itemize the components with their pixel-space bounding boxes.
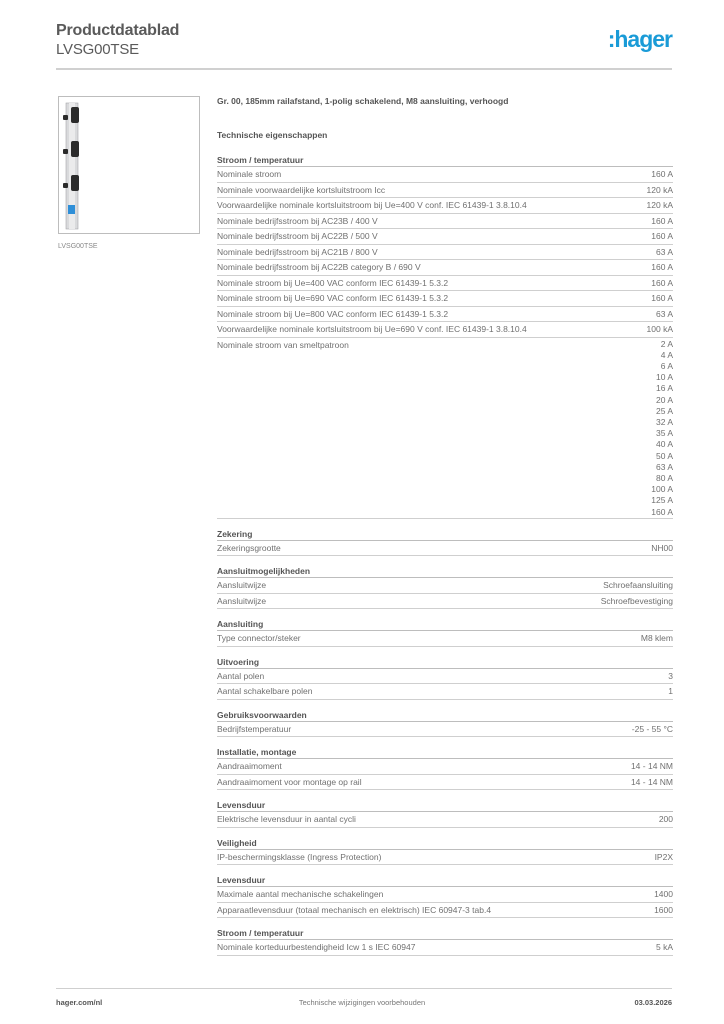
spec-row: [217, 167, 673, 183]
specifications-panel: [217, 96, 673, 965]
spec-value: 1400: [654, 889, 673, 900]
spec-label: Bedrijfstemperatuur: [217, 723, 292, 734]
spec-value: 14 - 14 NM: [630, 776, 673, 787]
section-title: Stroom / temperatuur: [217, 927, 673, 940]
hager-logo: :hager: [607, 26, 672, 52]
spec-row: [217, 276, 673, 292]
spec-value: 3: [668, 670, 673, 681]
product-code: LVSG00TSE: [56, 41, 139, 58]
spec-value: 1: [668, 686, 673, 697]
spec-label: IP-beschermingsklasse (Ingress Protection): [217, 851, 382, 862]
spec-section: [217, 528, 673, 557]
spec-row: [217, 759, 673, 775]
spec-label: Nominale stroom bij Ue=690 VAC conform IEC 61439-1 5.3.2: [217, 293, 449, 303]
fuse-rating-value: 16 A: [655, 383, 673, 394]
product-image-caption: LVSG00TSE: [58, 243, 98, 250]
spec-row: [217, 245, 673, 261]
spec-section: [217, 874, 673, 918]
spec-label: Nominale bedrijfsstroom bij AC23B / 400 V: [217, 215, 378, 226]
spec-value: M8 klem: [640, 633, 673, 644]
spec-section: [217, 618, 673, 647]
fuse-rating-value: 80 A: [655, 472, 673, 483]
spec-label: Nominale stroom van smeltpatroon: [217, 339, 349, 350]
spec-label: Voorwaardelijke nominale kortsluitstroom bij Ue=690 V conf. IEC 61439-1 3.8.10.4: [217, 324, 527, 334]
spec-value: 200: [658, 814, 673, 825]
spec-value: 160 A: [651, 215, 673, 226]
section-title: Levensduur: [217, 799, 673, 812]
spec-label: Type connector/steker: [217, 633, 301, 644]
section-title: Installatie, montage: [217, 746, 673, 759]
spec-value: IP2X: [654, 851, 673, 862]
spec-value: Schroefaansluiting: [603, 580, 673, 591]
header-divider: [56, 68, 672, 70]
spec-row: [217, 903, 673, 919]
spec-label: Nominale bedrijfsstroom bij AC21B / 800 V: [217, 246, 378, 257]
fuse-rating-value: 4 A: [660, 349, 673, 360]
footer-divider: [56, 988, 672, 989]
fuse-rating-value: 6 A: [660, 360, 673, 371]
fuse-rating-value: 50 A: [655, 450, 673, 461]
spec-value: 5 kA: [655, 942, 673, 953]
spec-label: Aansluitwijze: [217, 595, 267, 606]
spec-label: Zekeringsgrootte: [217, 542, 281, 553]
technical-properties-heading: Technische eigenschappen: [217, 130, 328, 140]
spec-value: 100 kA: [646, 324, 673, 334]
spec-label: Nominale stroom bij Ue=400 VAC conform IEC 61439-1 5.3.2: [217, 277, 449, 288]
spec-row: [217, 229, 673, 245]
spec-row: [217, 183, 673, 199]
product-image-frame: [58, 96, 200, 234]
spec-row: [217, 887, 673, 903]
spec-row: [217, 631, 673, 647]
spec-value: NH00: [651, 542, 673, 553]
footer-disclaimer: Technische wijzigingen voorbehouden: [298, 998, 426, 1007]
fuse-rating-value: 35 A: [655, 428, 673, 439]
spec-label: Nominale stroom bij Ue=800 VAC conform IEC 61439-1 5.3.2: [217, 308, 449, 319]
spec-sections: [217, 154, 673, 956]
spec-label: Aantal schakelbare polen: [217, 686, 313, 697]
spec-section: [217, 656, 673, 700]
section-title: Levensduur: [217, 874, 673, 887]
spec-section: [217, 746, 673, 790]
fuse-rating-value: 10 A: [655, 372, 673, 383]
spec-value: 1600: [654, 904, 673, 915]
fuse-rating-value: 125 A: [651, 495, 673, 506]
spec-row: [217, 541, 673, 557]
section-title: Zekering: [217, 528, 673, 541]
spec-row: [217, 722, 673, 738]
product-short-description: Gr. 00, 185mm railafstand, 1-polig schakelend, M8 aansluiting, verhoogd: [217, 96, 509, 106]
spec-row: [217, 850, 673, 866]
spec-label: Maximale aantal mechanische schakelingen: [217, 889, 384, 900]
spec-section: [217, 154, 673, 519]
spec-label: Aansluitwijze: [217, 580, 267, 591]
fuse-rating-value: 25 A: [655, 405, 673, 416]
spec-row: [217, 307, 673, 323]
section-title: Aansluiting: [217, 618, 673, 631]
fuse-rating-value: 20 A: [655, 394, 673, 405]
spec-row: [217, 669, 673, 685]
spec-label: Voorwaardelijke nominale kortsluitstroom bij Ue=400 V conf. IEC 61439-1 3.8.10.4: [217, 200, 527, 210]
spec-section: [217, 799, 673, 828]
spec-value: 160 A: [651, 262, 673, 272]
spec-label: Aantal polen: [217, 670, 265, 681]
fuse-rating-value: 40 A: [655, 439, 673, 450]
spec-value: 120 kA: [646, 184, 673, 195]
spec-value: 160 A: [651, 169, 673, 179]
fuse-rating-value: 100 A: [651, 484, 673, 495]
spec-section: [217, 565, 673, 609]
spec-label: Elektrische levensduur in aantal cycli: [217, 814, 356, 825]
footer-website-link[interactable]: hager.com/nl: [56, 998, 103, 1007]
spec-value: 14 - 14 NM: [630, 761, 673, 772]
spec-value: 63 A: [655, 246, 673, 257]
spec-label: Aandraaimoment: [217, 761, 282, 772]
spec-row: [217, 684, 673, 700]
spec-row: [217, 812, 673, 828]
fuse-rating-value: 160 A: [651, 506, 673, 517]
spec-row: [217, 940, 673, 956]
spec-label: Nominale korteduurbestendigheid Icw 1 s IEC 60947: [217, 942, 416, 953]
section-title: Gebruiksvoorwaarden: [217, 709, 673, 722]
spec-row: [217, 198, 673, 214]
spec-row: [217, 775, 673, 791]
spec-label: Nominale stroom: [217, 169, 282, 179]
spec-value: 63 A: [655, 308, 673, 319]
fuse-rating-list: [651, 339, 673, 518]
spec-label: Aandraaimoment voor montage op rail: [217, 776, 362, 787]
spec-row: [217, 578, 673, 594]
document-title: Productdatablad: [56, 22, 180, 39]
section-title: Stroom / temperatuur: [217, 154, 673, 167]
spec-value: 120 kA: [646, 200, 673, 210]
fuse-rating-value: 32 A: [655, 416, 673, 427]
spec-value: 160 A: [651, 277, 673, 288]
fuse-switch-product-image-icon: [63, 101, 85, 231]
section-title: Aansluitmogelijkheden: [217, 565, 673, 578]
spec-value: -25 - 55 °C: [631, 723, 673, 734]
spec-label: Apparaatlevensduur (totaal mechanisch en elektrisch) IEC 60947-3 tab.4: [217, 904, 492, 915]
section-title: Veiligheid: [217, 837, 673, 850]
spec-label: Nominale bedrijfsstroom bij AC22B / 500 V: [217, 231, 378, 241]
spec-section: [217, 709, 673, 738]
spec-row-multi: [217, 338, 673, 519]
page-header: [56, 20, 672, 70]
spec-row: [217, 214, 673, 230]
spec-row: [217, 260, 673, 276]
fuse-rating-value: 63 A: [655, 461, 673, 472]
section-title: Uitvoering: [217, 656, 673, 669]
spec-label: Nominale voorwaardelijke kortsluitstroom Icc: [217, 184, 386, 195]
spec-row: [217, 322, 673, 338]
spec-label: Nominale bedrijfsstroom bij AC22B category B / 690 V: [217, 262, 421, 272]
spec-section: [217, 837, 673, 866]
spec-value: 160 A: [651, 293, 673, 303]
spec-value: 160 A: [651, 231, 673, 241]
fuse-rating-value: 2 A: [660, 338, 673, 349]
spec-row: [217, 594, 673, 610]
footer-date: 03.03.2026: [634, 998, 672, 1007]
spec-row: [217, 291, 673, 307]
spec-value: Schroefbevestiging: [600, 595, 673, 606]
spec-section: [217, 927, 673, 956]
